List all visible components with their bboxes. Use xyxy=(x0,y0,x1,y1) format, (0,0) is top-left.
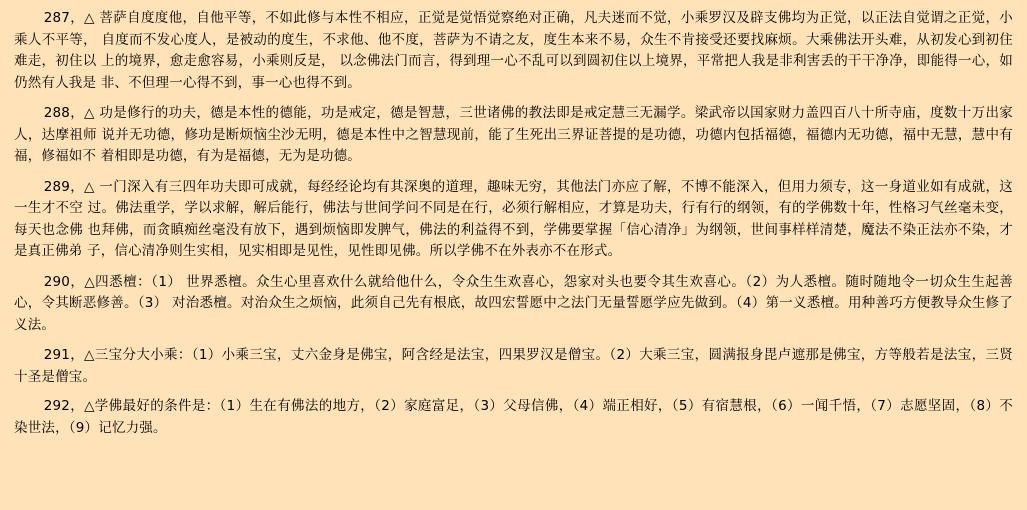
paragraph-291: 291，△三宝分大小乘：（1）小乘三宝，丈六金身是佛宝，阿含经是法宝，四果罗汉是僧宝。（2）大乘三宝，圆满报身毘卢遮那是佛宝，方等般若是法宝，三贤十圣是僧宝。 xyxy=(14,347,1013,385)
paragraph-287: 287，△ 菩萨自度度他，自他平等，不如此修与本性不相应，正觉是觉悟觉察绝对正确，凡夫迷而不觉，小乘罗汉及辟支佛均为正觉，以正法自觉谓之正觉，小乘人不平等， 自度而不发心度人，是被动的度生，不求他、他不度，菩萨为不请之友，度生本来不易，众生不肯接受还要找麻烦。大乘佛法开头难，从初发心到初住难走，初住以 上的境界，愈走愈容易，小乘则反是， 以念佛法门而言，得到理一心不乱可以到圆初住以上境界，平常把人我是非利害丢的干干净净，即能得一心，如仍然有人我是 非、不但理一心得不到，事一心也得不到。 xyxy=(14,10,1013,91)
paragraph-288: 288，△ 功是修行的功夫，德是本性的德能，功是戒定，德是智慧，三世诸佛的教法即是戒定慧三无漏学。梁武帝以国家财力盖四百八十所寺庙，度数十万出家人，达摩祖师 说并无功德，修功是断烦恼尘沙无明，德是本性中之智慧现前，能了生死出三界证菩提的是功德，功德内包括福德，福德内无功德，福中无慧，慧中有福，修福如不 着相即是功德，有为是福德，无为是功德。 xyxy=(14,105,1013,164)
paragraph-292: 292，△学佛最好的条件是：（1）生在有佛法的地方，（2）家庭富足，（3）父母信佛，（4）端正相好，（5）有宿慧根，（6）一闻千悟，（7）志愿坚固，（8）不染世法，（9）记忆力强。 xyxy=(14,398,1013,436)
paragraph-290: 290，△四悉檀：（1） 世界悉檀。众生心里喜欢什么就给他什么，令众生生欢喜心，怨家对头也要令其生欢喜心。（2）为人悉檀。随时随地令一切众生生起善心，令其断恶修善。（3） 对治悉檀。对治众生之烦恼，此须自己先有根底，故四宏誓愿中之法门无量誓愿学应先做到。（4）第一义悉檀。用种善巧方便教导众生修了义法。 xyxy=(14,273,1013,333)
paragraph-289: 289，△ 一门深入有三四年功夫即可成就，每经经论均有其深奥的道理，趣味无穷，其他法门亦应了解，不博不能深入，但用力须专，这一身道业如有成就，这一生才不空 过。佛法重学，学以求解，解后能行，佛法与世间学问不同是在行，必须行解相应，才算是功夫，行有行的纲领，有的学佛数十年，性格习气丝毫未变，每天也念佛 也拜佛，而贪瞋痴丝毫没有放下，遇到烦恼即发脾气，佛法的利益得不到，学佛要掌握「信心清净」为纲领，世间事样样清楚，魔法不染正法亦不染，才是真正佛弟 子，信心清净则生实相，见实相即是见性，见性即见佛。所以学佛不在外表亦不在形式。 xyxy=(14,178,1013,259)
